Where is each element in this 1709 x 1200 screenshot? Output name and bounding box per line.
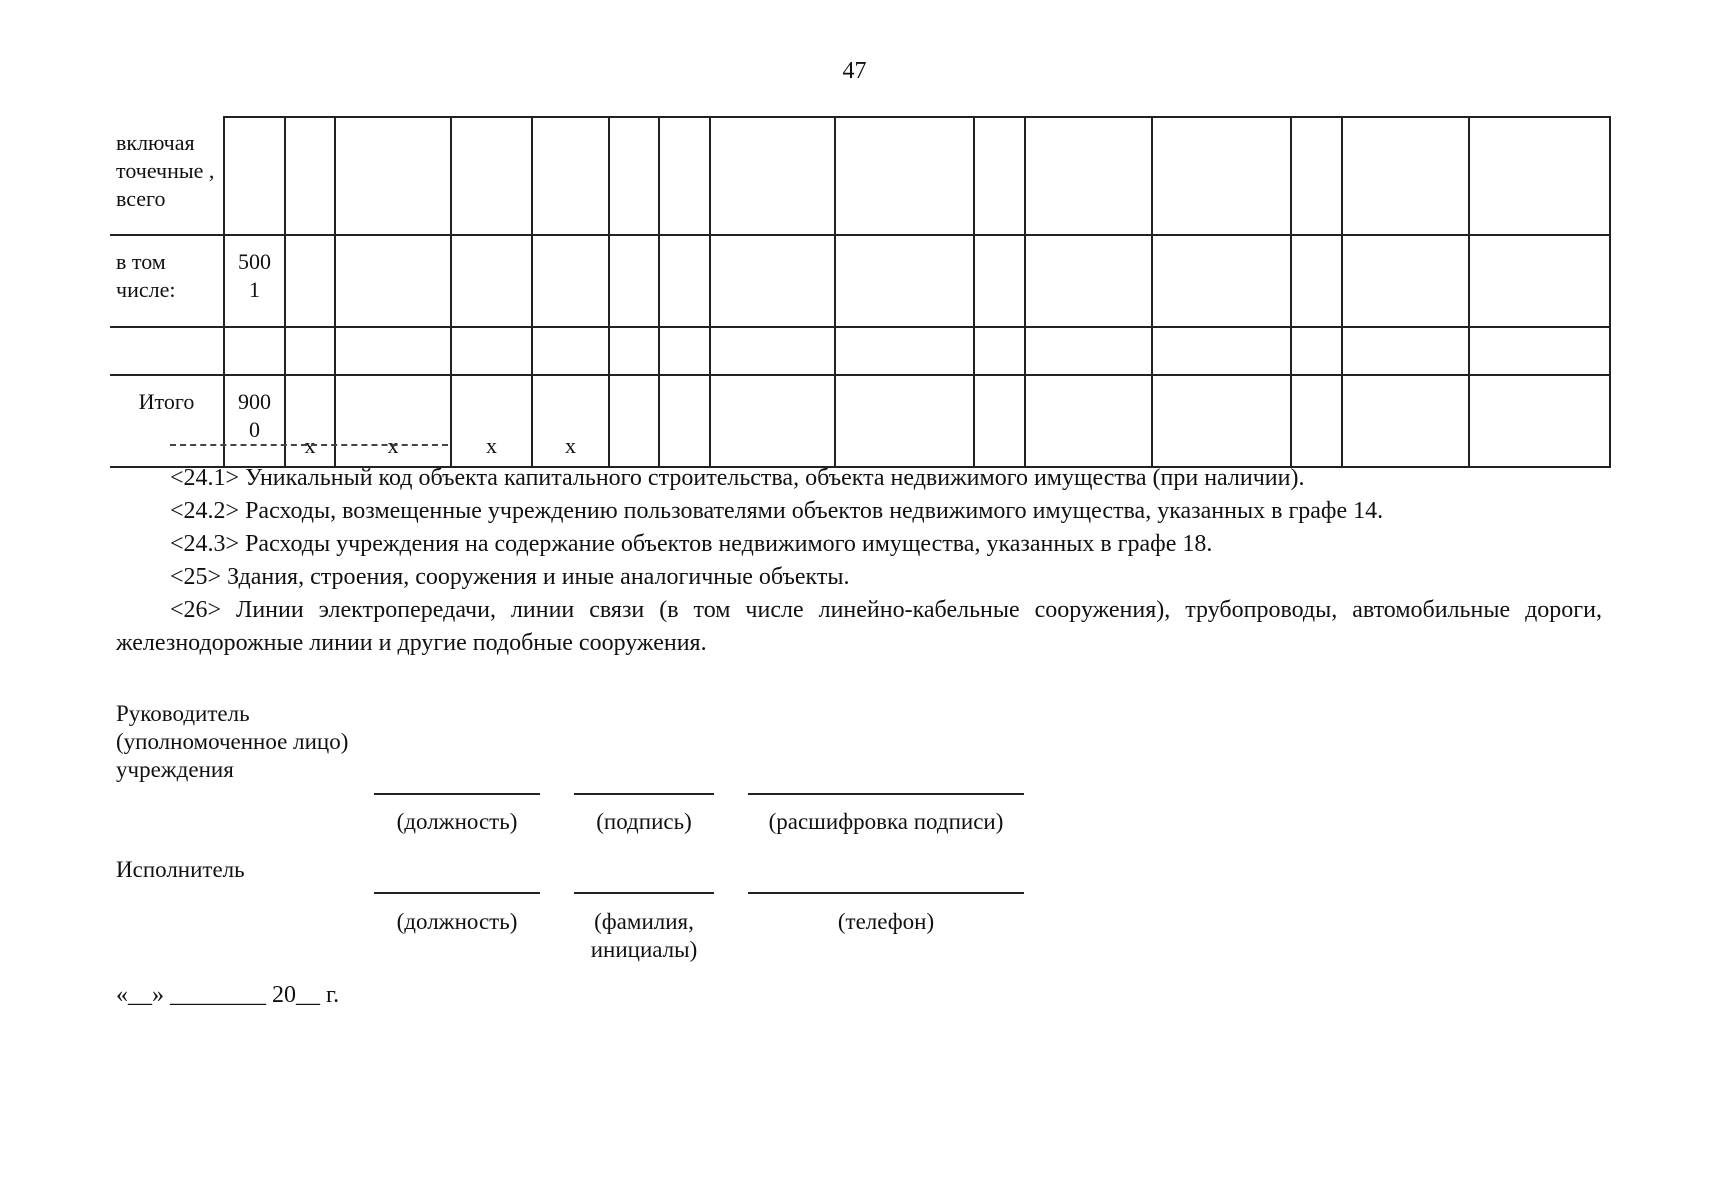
table-cell xyxy=(1342,375,1469,467)
x-mark: x xyxy=(335,375,451,467)
footnote: <24.1> Уникальный код объекта капитального строительства, объекта недвижимого имущества (при наличии). xyxy=(170,465,1305,491)
table-cell xyxy=(710,375,835,467)
table-cell xyxy=(835,375,974,467)
table-row xyxy=(110,327,1610,375)
table-cell xyxy=(1152,375,1291,467)
table-cell xyxy=(1025,327,1152,375)
table-row xyxy=(110,117,1610,235)
table-cell xyxy=(609,117,659,235)
table-cell xyxy=(609,327,659,375)
x-mark: x xyxy=(532,375,609,467)
date-line: «__» ________ 20__ г. xyxy=(116,982,340,1008)
table-cell xyxy=(1152,327,1291,375)
table-cell xyxy=(451,117,532,235)
footnote-separator xyxy=(170,444,448,446)
caption-name: (фамилия, инициалы) xyxy=(590,909,698,962)
table-cell xyxy=(1025,117,1152,235)
table-cell xyxy=(974,235,1025,327)
row-label: в том числе: xyxy=(110,235,224,327)
table-cell xyxy=(1025,235,1152,327)
footnote: <24.2> Расходы, возмещенные учреждению пользователями объектов недвижимого имущества, указанных в графе 14. xyxy=(170,498,1384,524)
executor-label: Исполнитель xyxy=(116,857,245,882)
signature-line xyxy=(374,793,540,795)
table-cell xyxy=(285,117,335,235)
table-cell xyxy=(1469,117,1610,235)
caption-signature-decoding: (расшифровка подписи) xyxy=(768,809,1004,834)
table-cell xyxy=(335,117,451,235)
table-cell xyxy=(451,327,532,375)
table-cell xyxy=(710,117,835,235)
table-cell xyxy=(1342,327,1469,375)
x-mark: x xyxy=(451,375,532,467)
table-cell xyxy=(609,375,659,467)
x-mark: x xyxy=(285,375,335,467)
data-table xyxy=(110,116,1611,468)
table-cell xyxy=(1469,235,1610,327)
table-cell xyxy=(1291,117,1342,235)
table-cell xyxy=(974,117,1025,235)
table-cell xyxy=(710,327,835,375)
table-cell xyxy=(609,235,659,327)
caption-phone: (телефон) xyxy=(837,909,935,934)
table-cell xyxy=(835,327,974,375)
table-cell xyxy=(659,235,710,327)
row-label: Итого xyxy=(110,375,224,467)
table-cell xyxy=(335,235,451,327)
caption-position: (должность) xyxy=(396,909,518,934)
signature-line xyxy=(748,793,1024,795)
signature-line xyxy=(748,892,1024,894)
footnote: <26> Линии электропередачи, линии связи (в том числе линейно-кабельные сооружения), трубопроводы, автомобильные дороги, железнодорожные линии и другие подобные сооружения. xyxy=(116,597,1602,656)
row-code: 500 1 xyxy=(224,235,285,327)
table-cell xyxy=(659,117,710,235)
table-cell xyxy=(532,327,609,375)
table-cell xyxy=(532,235,609,327)
table-cell xyxy=(285,235,335,327)
table-cell xyxy=(1291,327,1342,375)
row-code xyxy=(224,117,285,235)
row-label: включая точечные , всего xyxy=(110,117,224,235)
table-cell xyxy=(659,375,710,467)
signature-line xyxy=(374,892,540,894)
table-cell xyxy=(1342,235,1469,327)
table-cell xyxy=(451,235,532,327)
caption-position: (должность) xyxy=(396,809,518,834)
table-cell xyxy=(335,327,451,375)
table-cell xyxy=(1025,375,1152,467)
footnote: <25> Здания, строения, сооружения и иные аналогичные объекты. xyxy=(170,564,850,590)
page-number: 47 xyxy=(842,58,867,84)
table-cell xyxy=(1469,327,1610,375)
table-cell xyxy=(224,327,285,375)
table-cell xyxy=(1291,235,1342,327)
table-row xyxy=(110,235,1610,327)
table-cell xyxy=(285,327,335,375)
table-row xyxy=(110,375,1610,467)
footnote: <24.3> Расходы учреждения на содержание объектов недвижимого имущества, указанных в графе 18. xyxy=(170,531,1213,557)
table-cell xyxy=(835,117,974,235)
table-cell xyxy=(710,235,835,327)
table-cell xyxy=(1342,117,1469,235)
table-cell xyxy=(1291,375,1342,467)
table-cell xyxy=(1152,117,1291,235)
signature-line xyxy=(574,892,714,894)
table-cell xyxy=(974,375,1025,467)
table-cell xyxy=(974,327,1025,375)
signature-line xyxy=(574,793,714,795)
table-cell xyxy=(532,117,609,235)
row-label xyxy=(110,327,224,375)
head-label: Руководитель (уполномоченное лицо) учреждения xyxy=(116,701,349,782)
row-code: 900 0 xyxy=(224,375,285,467)
table-cell xyxy=(1152,235,1291,327)
caption-signature: (подпись) xyxy=(596,809,692,834)
table-cell xyxy=(659,327,710,375)
table-cell xyxy=(1469,375,1610,467)
table-cell xyxy=(835,235,974,327)
footnotes xyxy=(116,462,1602,660)
